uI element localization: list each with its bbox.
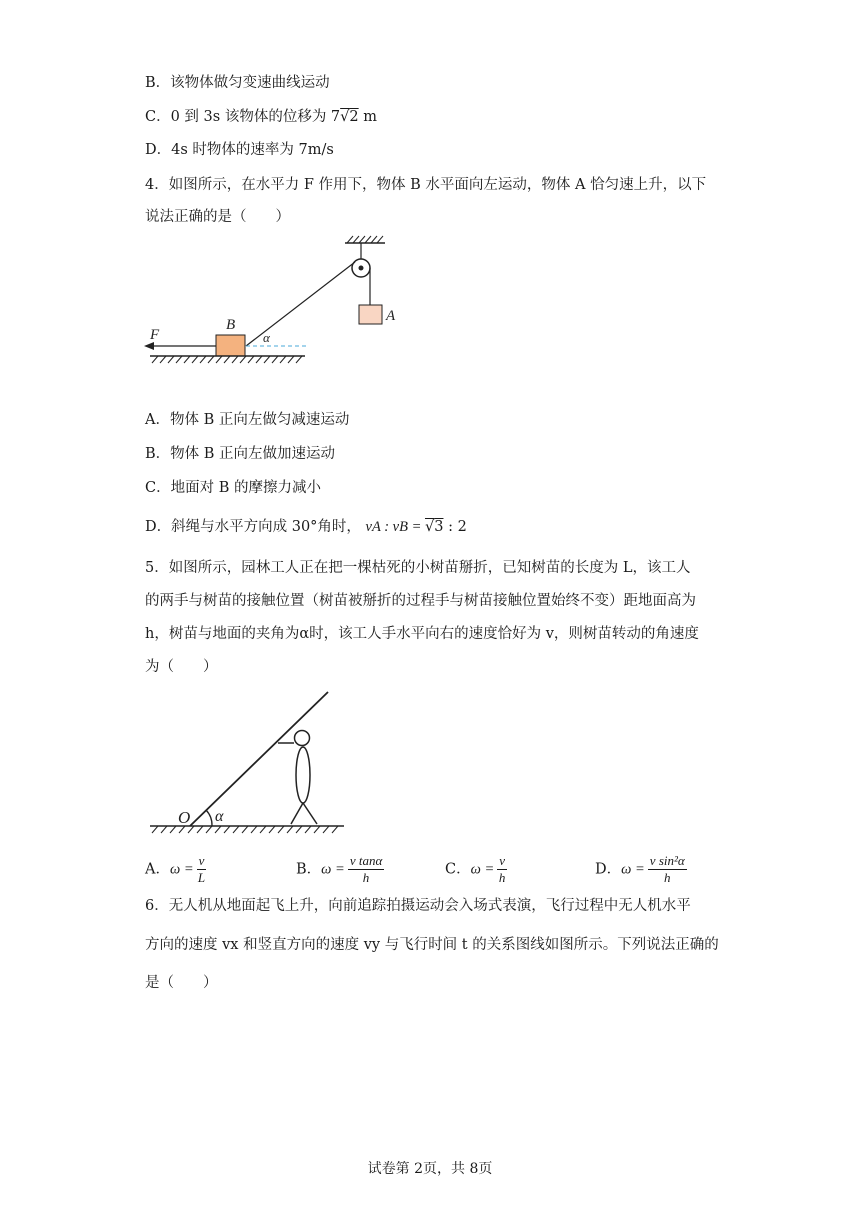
q3-option-d: D．4s 时物体的速率为 7m/s xyxy=(145,142,334,158)
q4-option-b: B．物体 B 正向左做加速运动 xyxy=(145,446,336,462)
label-A: A xyxy=(386,308,396,324)
sqrt-symbol: √2 xyxy=(340,109,359,125)
sqrt-symbol: √3 xyxy=(424,519,444,535)
fraction: $\frac{v}{L}$ xyxy=(197,853,206,885)
label-B: B xyxy=(226,317,236,333)
q3-option-b: B．该物体做匀变速曲线运动 xyxy=(145,75,330,91)
q5-option-c: C．ω = $\frac{v}{h}$ xyxy=(445,853,506,885)
q6-stem-line2: 方向的速度 vx 和竖直方向的速度 vy 与飞行时间 t 的关系图线如图所示。下列说法正确的 xyxy=(145,937,719,953)
q5-option-a: A．ω = $\frac{v}{L}$ xyxy=(145,853,206,885)
page-footer: 试卷第 2页，共 8页 xyxy=(367,1161,493,1177)
q5-stem-line3: h，树苗与地面的夹角为α时，该工人手水平向右的速度恰好为 v，则树苗转动的角速度 xyxy=(145,626,699,642)
fraction: $\frac{v}{h}$ xyxy=(498,853,506,885)
label-O: O xyxy=(178,808,191,827)
q5-option-b: B．ω = $\frac{\text{v tanα}}{h}$ xyxy=(296,853,383,885)
q4-stem-line2: 说法正确的是（ ） xyxy=(145,209,290,225)
label-F: F xyxy=(150,327,160,343)
label-alpha: α xyxy=(263,330,270,345)
label-alpha: α xyxy=(215,808,224,825)
q5-stem-line4: 为（ ） xyxy=(145,659,218,675)
q4-option-a: A．物体 B 正向左做匀减速运动 xyxy=(145,412,350,428)
q5-tree-worker-figure xyxy=(140,685,360,840)
q6-stem-line1: 6．无人机从地面起飞上升，向前追踪拍摄运动会入场式表演，飞行过程中无人机水平 xyxy=(145,898,691,914)
q5-stem-line2: 的两手与树苗的接触位置（树苗被掰折的过程手与树苗接触位置始终不变）距地面高为 xyxy=(145,593,696,609)
q5-stem-line1: 5．如图所示，园林工人正在把一棵枯死的小树苗掰折，已知树苗的长度为 L，该工人 xyxy=(145,560,691,576)
q5-option-d: D．ω = $\frac{\text{v sin²α}}{h}$ xyxy=(595,853,685,885)
q3-option-c: C．0 到 3s 该物体的位移为 7√2 m xyxy=(145,109,377,125)
fraction: $\frac{\text{v sin²α}}{h}$ xyxy=(649,853,685,885)
q4-option-d: D．斜绳与水平方向成 30°角时， vA : vB = √3 : 2 xyxy=(145,519,467,535)
fraction: $\frac{\text{v tanα}}{h}$ xyxy=(349,853,383,885)
q6-stem-line3: 是（ ） xyxy=(145,975,218,991)
q4-pulley-figure xyxy=(140,232,420,372)
q4-option-c: C．地面对 B 的摩擦力减小 xyxy=(145,480,321,496)
q4-stem-line1: 4．如图所示，在水平力 F 作用下，物体 B 水平面向左运动，物体 A 恰匀速上升，以下 xyxy=(145,177,707,193)
